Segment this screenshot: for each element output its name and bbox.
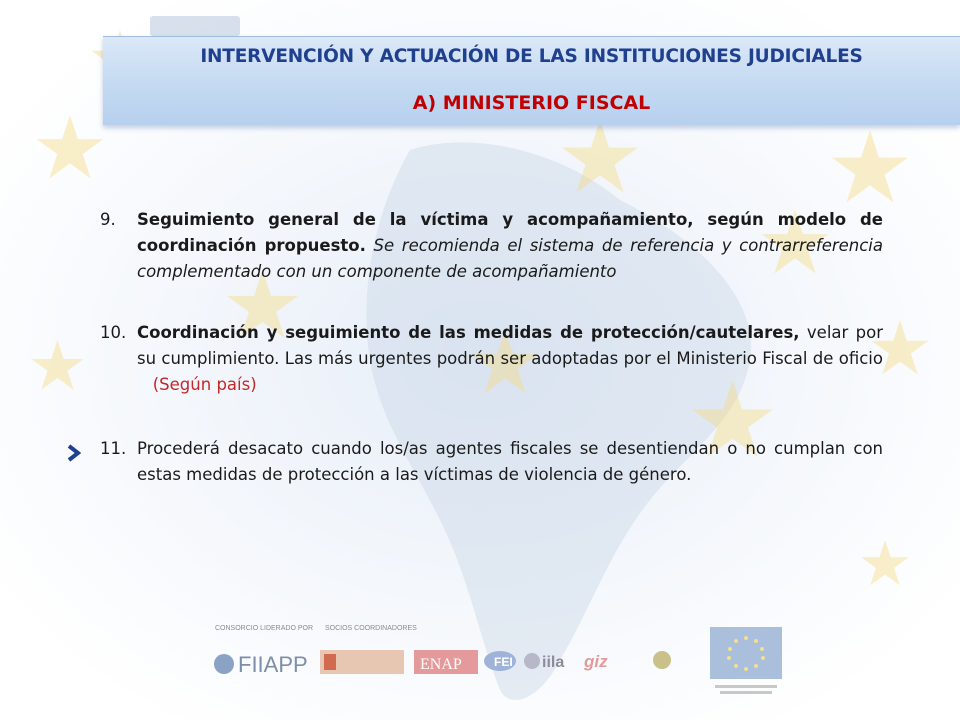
svg-text:giz: giz [584,652,608,671]
item-italic-text: Se recomienda el sistema de referencia y contrarreferencia complementado con un componente de acompañamiento [137,236,884,281]
list-item-10 [100,320,883,398]
partners-label: SOCIOS COORDINADORES [325,625,417,632]
page-title: INTERVENCIÓN Y ACTUACIÓN DE LAS INSTITUCIONES JUDICIALES [200,46,863,67]
chevron-right-icon [66,444,82,462]
item-note: (Según país) [152,375,257,394]
fiiapp-logo [214,652,308,677]
iila-logo [524,653,564,671]
item-number: 9. [100,210,116,229]
svg-text:FIIAPP: FIIAPP [238,652,308,677]
consortium-label: CONSORCIO LIDERADO POR [215,625,314,632]
item-number: 10. [100,323,127,342]
accion-social-logo [320,650,404,674]
list-item-9 [100,207,884,285]
eu-flag-logo [710,627,782,694]
svg-text:ENAP: ENAP [420,656,462,673]
svg-text:FEI: FEI [494,655,513,669]
item-bold-text: Seguimiento general de la víctima y acompañamiento, según modelo de coordinación propuesto. [137,210,883,255]
title-banner [103,36,960,125]
fei-logo [484,651,516,671]
page-subtitle: A) MINISTERIO FISCAL [412,92,651,114]
item-text: Procederá desacato cuando los/as agentes fiscales se desentiendan o no cumplan con estas medidas de protección a las víctimas de violencia de género. [137,439,883,484]
item-text: velar por su cumplimiento. Las más urgentes podrán ser adoptadas por el Ministerio Fiscal de oficio [137,323,883,368]
enap-logo [414,650,478,674]
list-item-11 [100,436,883,488]
giz-logo [583,651,671,671]
faint-top-logo [150,16,240,36]
item-bold-text: Coordinación y seguimiento de las medidas de protección/cautelares, [137,323,800,342]
item-number: 11. [100,439,127,458]
partner-logos [210,620,800,700]
svg-text:iila: iila [542,654,565,671]
